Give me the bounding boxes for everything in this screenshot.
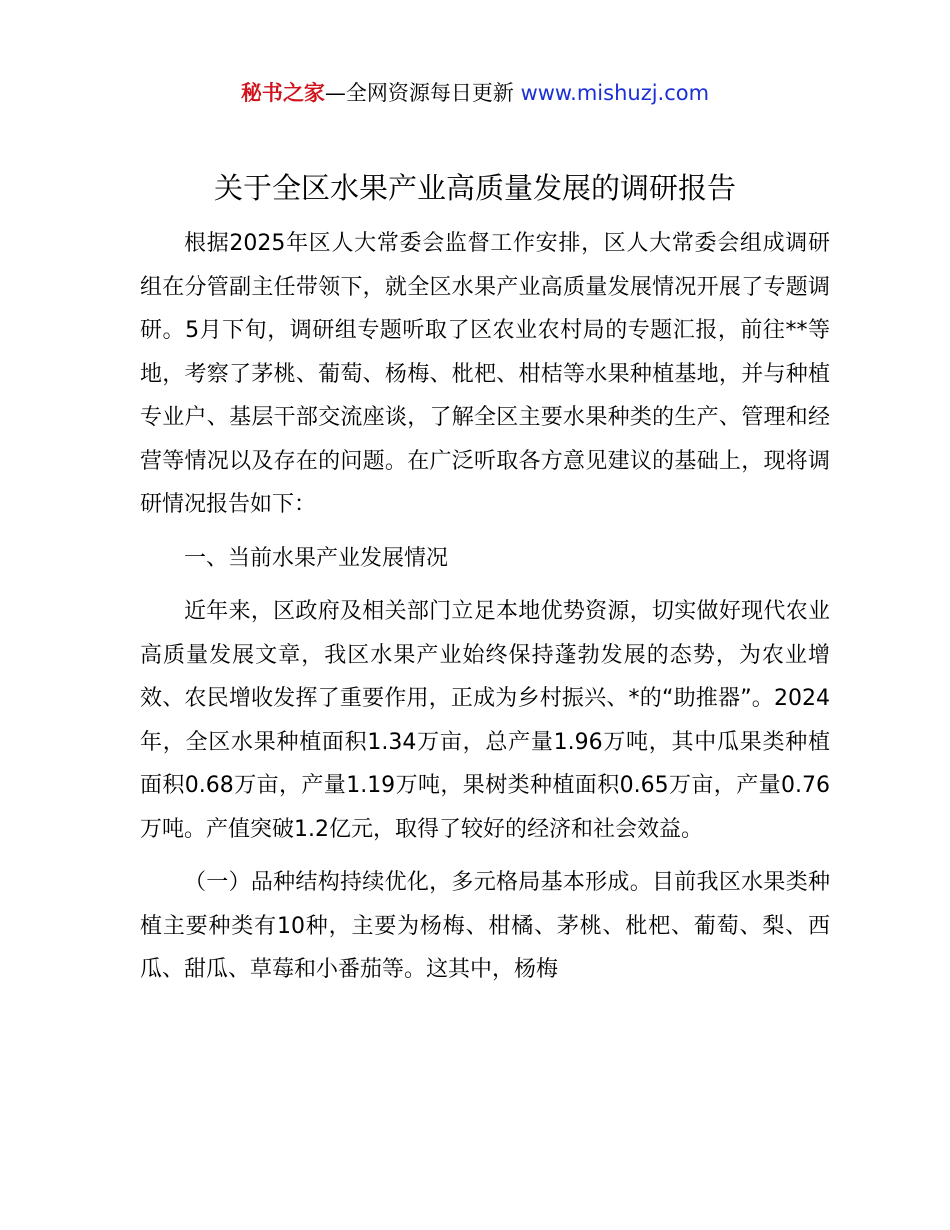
- paragraph-overview: 近年来，区政府及相关部门立足本地优势资源，切实做好现代农业高质量发展文章，我区水果产业始终保持蓬勃发展的态势，为农业增效、农民增收发挥了重要作用，正成为乡村振兴、*的“助推器”。2024年，全区水果种植面积1.34万亩，总产量1.96万吨，其中瓜果类种植面积0.68万亩，产量1.19万吨，果树类种植面积0.65万亩，产量0.76万吨。产值突破1.2亿元，取得了较好的经济和社会效益。: [140, 599, 830, 842]
- site-brand: 秘书之家: [240, 81, 325, 105]
- section-heading: 一、当前水果产业发展情况: [184, 545, 449, 571]
- site-url-link[interactable]: www.mishuzj.com: [520, 81, 710, 105]
- document-title: 关于全区水果产业高质量发展的调研报告: [213, 171, 736, 205]
- document-body: [140, 222, 830, 992]
- site-header: [0, 78, 950, 108]
- site-tagline: —全网资源每日更新: [324, 81, 521, 105]
- paragraph-subsection: （一）品种结构持续优化，多元格局基本形成。目前我区水果类种植主要种类有10种，主要为杨梅、柑橘、茅桃、枇杷、葡萄、梨、西瓜、甜瓜、草莓和小番茄等。这其中，杨梅: [140, 870, 830, 982]
- paragraph-intro: 根据2025年区人大常委会监督工作安排，区人大常委会组成调研组在分管副主任带领下，就全区水果产业高质量发展情况开展了专题调研。5月下旬，调研组专题听取了区农业农村局的专题汇报，前往**等地，考察了茅桃、葡萄、杨梅、枇杷、柑桔等水果种植基地，并与种植专业户、基层干部交流座谈，了解全区主要水果种类的生产、管理和经营等情况以及存在的问题。在广泛听取各方意见建议的基础上，现将调研情况报告如下：: [140, 231, 830, 517]
